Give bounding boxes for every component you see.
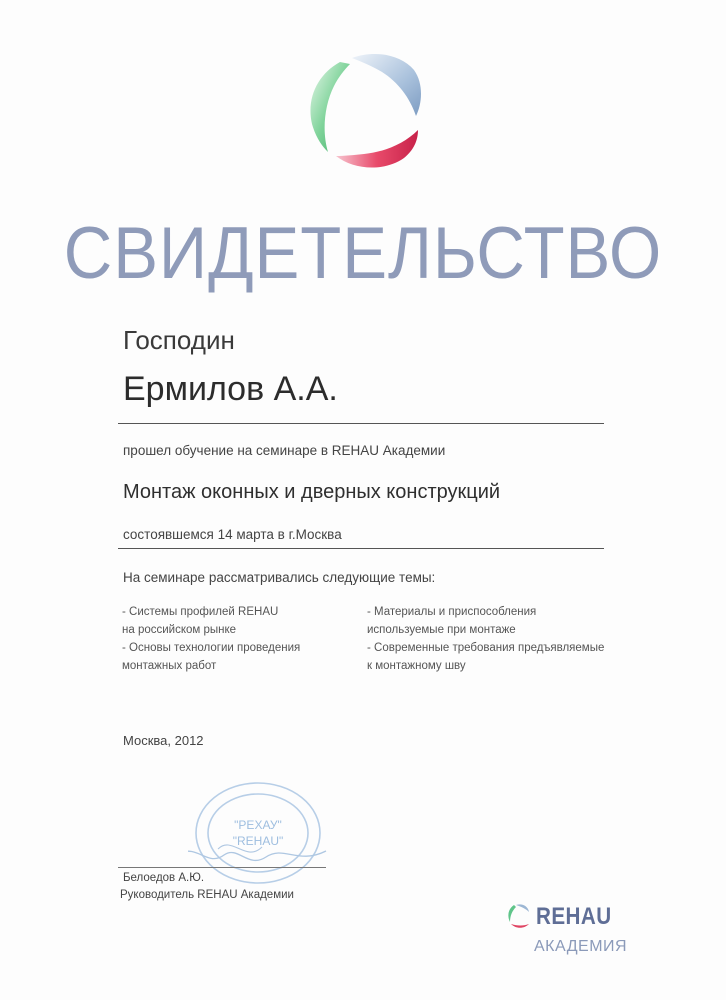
place-year: Москва, 2012 [123,733,204,748]
divider-line [118,423,604,424]
signer-name: Белоедов А.Ю. [123,872,205,884]
topic-line: - Материалы и приспособления [367,606,537,618]
recipient-name: Ермилов А.А. [123,370,338,408]
topics-right-column [367,603,627,675]
topics-left-column [122,603,352,675]
divider-line [118,548,604,549]
rehau-logo-icon [300,48,425,178]
brand-subtitle: АКАДЕМИЯ [534,938,628,955]
held-text: состоявшемся 14 марта в г.Москва [123,527,342,542]
salutation: Господин [123,325,235,355]
course-name: Монтаж оконных и дверных конструкций [123,481,501,503]
rehau-brand-icon [504,902,532,930]
brand-block [500,902,630,962]
stamp-line-1: "РЕХАУ" [234,818,282,832]
topic-line: используемые при монтаже [367,624,516,636]
stamp-icon [188,775,328,885]
topic-line: к монтажному шву [367,660,466,672]
topic-line: - Основы технологии проведения [122,642,301,654]
topic-line: - Современные требования предъявляемые [367,642,605,654]
signer-role: Руководитель REHAU Академии [120,889,294,901]
brand-name: REHAU [536,903,612,930]
topic-line: на российском рынке [122,624,237,636]
training-text: прошел обучение на семинаре в REHAU Академии [123,443,446,458]
topic-line: монтажных работ [122,660,217,672]
topics-intro: На семинаре рассматривались следующие темы: [123,570,436,585]
certificate-title: СВИДЕТЕЛЬСТВО [63,213,663,294]
topic-line: - Системы профилей REHAU [122,606,279,618]
signature-line [118,867,326,868]
stamp-line-2: "REHAU" [232,834,284,848]
